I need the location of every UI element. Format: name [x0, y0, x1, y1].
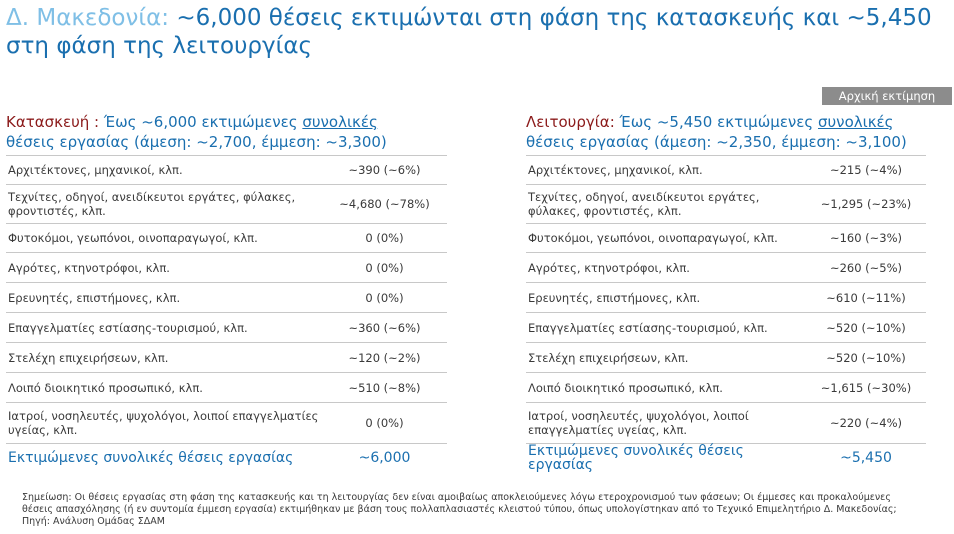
- row-label: Στελέχη επιχειρήσεων, κλπ.: [528, 350, 689, 365]
- total-value: ~5,450: [840, 450, 892, 466]
- table-row: [526, 313, 926, 343]
- table-row: [526, 283, 926, 313]
- row-label: Τεχνίτες, οδηγοί, ανειδίκευτοι εργάτες, φύλακες, φροντιστές, κλπ.: [528, 190, 760, 218]
- row-value: ~1,615 (~30%): [820, 380, 912, 395]
- operation-heading-pre: Έως ~5,450 εκτιμώμενες: [614, 113, 818, 131]
- table-row: [6, 156, 447, 185]
- table-row: [526, 185, 926, 224]
- row-value: ~4,680 (~78%): [339, 197, 430, 211]
- row-label: Στελέχη επιχειρήσεων, κλπ.: [8, 350, 169, 365]
- row-value: ~390 (~6%): [348, 163, 421, 177]
- row-label: Επαγγελματίες εστίασης-τουρισμού, κλπ.: [8, 320, 248, 335]
- table-row: [6, 313, 447, 343]
- row-value: 0 (0%): [365, 231, 404, 245]
- construction-heading-pre: Έως ~6,000 εκτιμώμενες: [99, 113, 303, 131]
- row-label: Αρχιτέκτονες, μηχανικοί, κλπ.: [528, 163, 703, 177]
- row-label: Φυτοκόμοι, γεωπόνοι, οινοπαραγωγοί, κλπ.: [8, 231, 258, 245]
- operation-heading-underlined: συνολικές: [818, 113, 894, 131]
- row-value: 0 (0%): [365, 290, 404, 305]
- total-row: [6, 444, 447, 472]
- row-label: Ερευνητές, επιστήμονες, κλπ.: [528, 290, 701, 305]
- page-title: [6, 4, 946, 60]
- row-value: ~610 (~11%): [826, 290, 906, 305]
- table-row: [6, 185, 447, 224]
- row-value: ~520 (~10%): [826, 320, 906, 335]
- table-row: [526, 224, 926, 253]
- row-value: ~360 (~6%): [348, 320, 421, 335]
- table-row: [6, 224, 447, 253]
- footnote: Σημείωση: Οι θέσεις εργασίας στη φάση της κατασκευής και τη λειτουργίας δεν είναι αμοιβαίως αποκλειούμενες λόγω ετεροχρονισμού των φάσεων; Οι έμμεσες και προκαλούμενες θέσεις απασχόλησης (ή εν συντομία έμμεση εργασία) εκτιμήθηκαν με βάση τους πολλαπλασιαστές κλειστού τύπου, όπως υπολογίστηκαν από το Τεχνικό Επιμελητήριο Δ. Μακεδονίας; Πηγή: Ανάλυση Ομάδας ΣΔΑΜ: [22, 492, 897, 527]
- table-row: [526, 343, 926, 373]
- table-row: [526, 373, 926, 403]
- table-row: [6, 283, 447, 313]
- row-label: Λοιπό διοικητικό προσωπικό, κλπ.: [8, 380, 203, 395]
- row-label: Ιατροί, νοσηλευτές, ψυχολόγοι, λοιποί επαγγελματίες υγείας, κλπ.: [8, 409, 319, 437]
- construction-table: [6, 156, 447, 472]
- table-row: [526, 253, 926, 283]
- row-value: 0 (0%): [365, 260, 404, 275]
- row-label: Αγρότες, κτηνοτρόφοι, κλπ.: [8, 260, 170, 275]
- estimate-badge: Αρχική εκτίμηση: [822, 87, 952, 105]
- row-label: Αγρότες, κτηνοτρόφοι, κλπ.: [528, 260, 690, 275]
- total-label: Εκτιμώμενες συνολικές θέσεις εργασίας: [8, 450, 294, 466]
- table-row: [6, 403, 447, 444]
- operation-panel: [526, 112, 926, 472]
- construction-heading-underlined: συνολικές: [302, 113, 378, 131]
- row-value: ~260 (~5%): [829, 260, 903, 275]
- row-label: Επαγγελματίες εστίασης-τουρισμού, κλπ.: [528, 320, 768, 335]
- row-value: ~120 (~2%): [348, 350, 421, 365]
- table-row: [526, 403, 926, 444]
- row-value: ~220 (~4%): [829, 416, 903, 430]
- operation-table: [526, 156, 926, 472]
- operation-heading: [526, 112, 926, 156]
- row-value: ~510 (~8%): [348, 380, 421, 395]
- title-text: ~6,000 θέσεις εκτιμώνται στη φάση της κατασκευής και ~5,450 στη φάση της λειτουργίας: [6, 5, 932, 59]
- table-row: [6, 373, 447, 403]
- table-row: [6, 343, 447, 373]
- row-value: 0 (0%): [365, 416, 404, 430]
- row-label: Λοιπό διοικητικό προσωπικό, κλπ.: [528, 380, 723, 395]
- row-label: Φυτοκόμοι, γεωπόνοι, οινοπαραγωγοί, κλπ.: [528, 231, 778, 245]
- row-label: Τεχνίτες, οδηγοί, ανειδίκευτοι εργάτες, φύλακες, φροντιστές, κλπ.: [8, 190, 296, 218]
- row-value: ~215 (~4%): [829, 163, 903, 177]
- row-value: ~520 (~10%): [826, 350, 906, 365]
- table-row: [526, 156, 926, 185]
- total-row: [526, 444, 926, 472]
- operation-heading-label: Λειτουργία:: [526, 113, 615, 131]
- operation-heading-line2: θέσεις εργασίας (άμεση: ~2,350, έμμεση: ~3,100): [526, 133, 907, 151]
- title-region: Δ. Μακεδονία:: [6, 5, 170, 31]
- table-row: [6, 253, 447, 283]
- total-label: Εκτιμώμενες συνολικές θέσεις εργασίας: [528, 443, 744, 473]
- total-value: ~6,000: [358, 450, 411, 466]
- construction-heading-line2: θέσεις εργασίας (άμεση: ~2,700, έμμεση: ~3,300): [6, 133, 387, 151]
- construction-heading-label: Κατασκευή :: [6, 113, 100, 131]
- row-label: Ερευνητές, επιστήμονες, κλπ.: [8, 290, 181, 305]
- row-label: Αρχιτέκτονες, μηχανικοί, κλπ.: [8, 163, 183, 177]
- construction-heading: [6, 112, 447, 156]
- row-value: ~1,295 (~23%): [820, 197, 912, 211]
- construction-panel: [6, 112, 447, 472]
- row-value: ~160 (~3%): [829, 231, 903, 245]
- row-label: Ιατροί, νοσηλευτές, ψυχολόγοι, λοιποί επαγγελματίες υγείας, κλπ.: [528, 409, 749, 437]
